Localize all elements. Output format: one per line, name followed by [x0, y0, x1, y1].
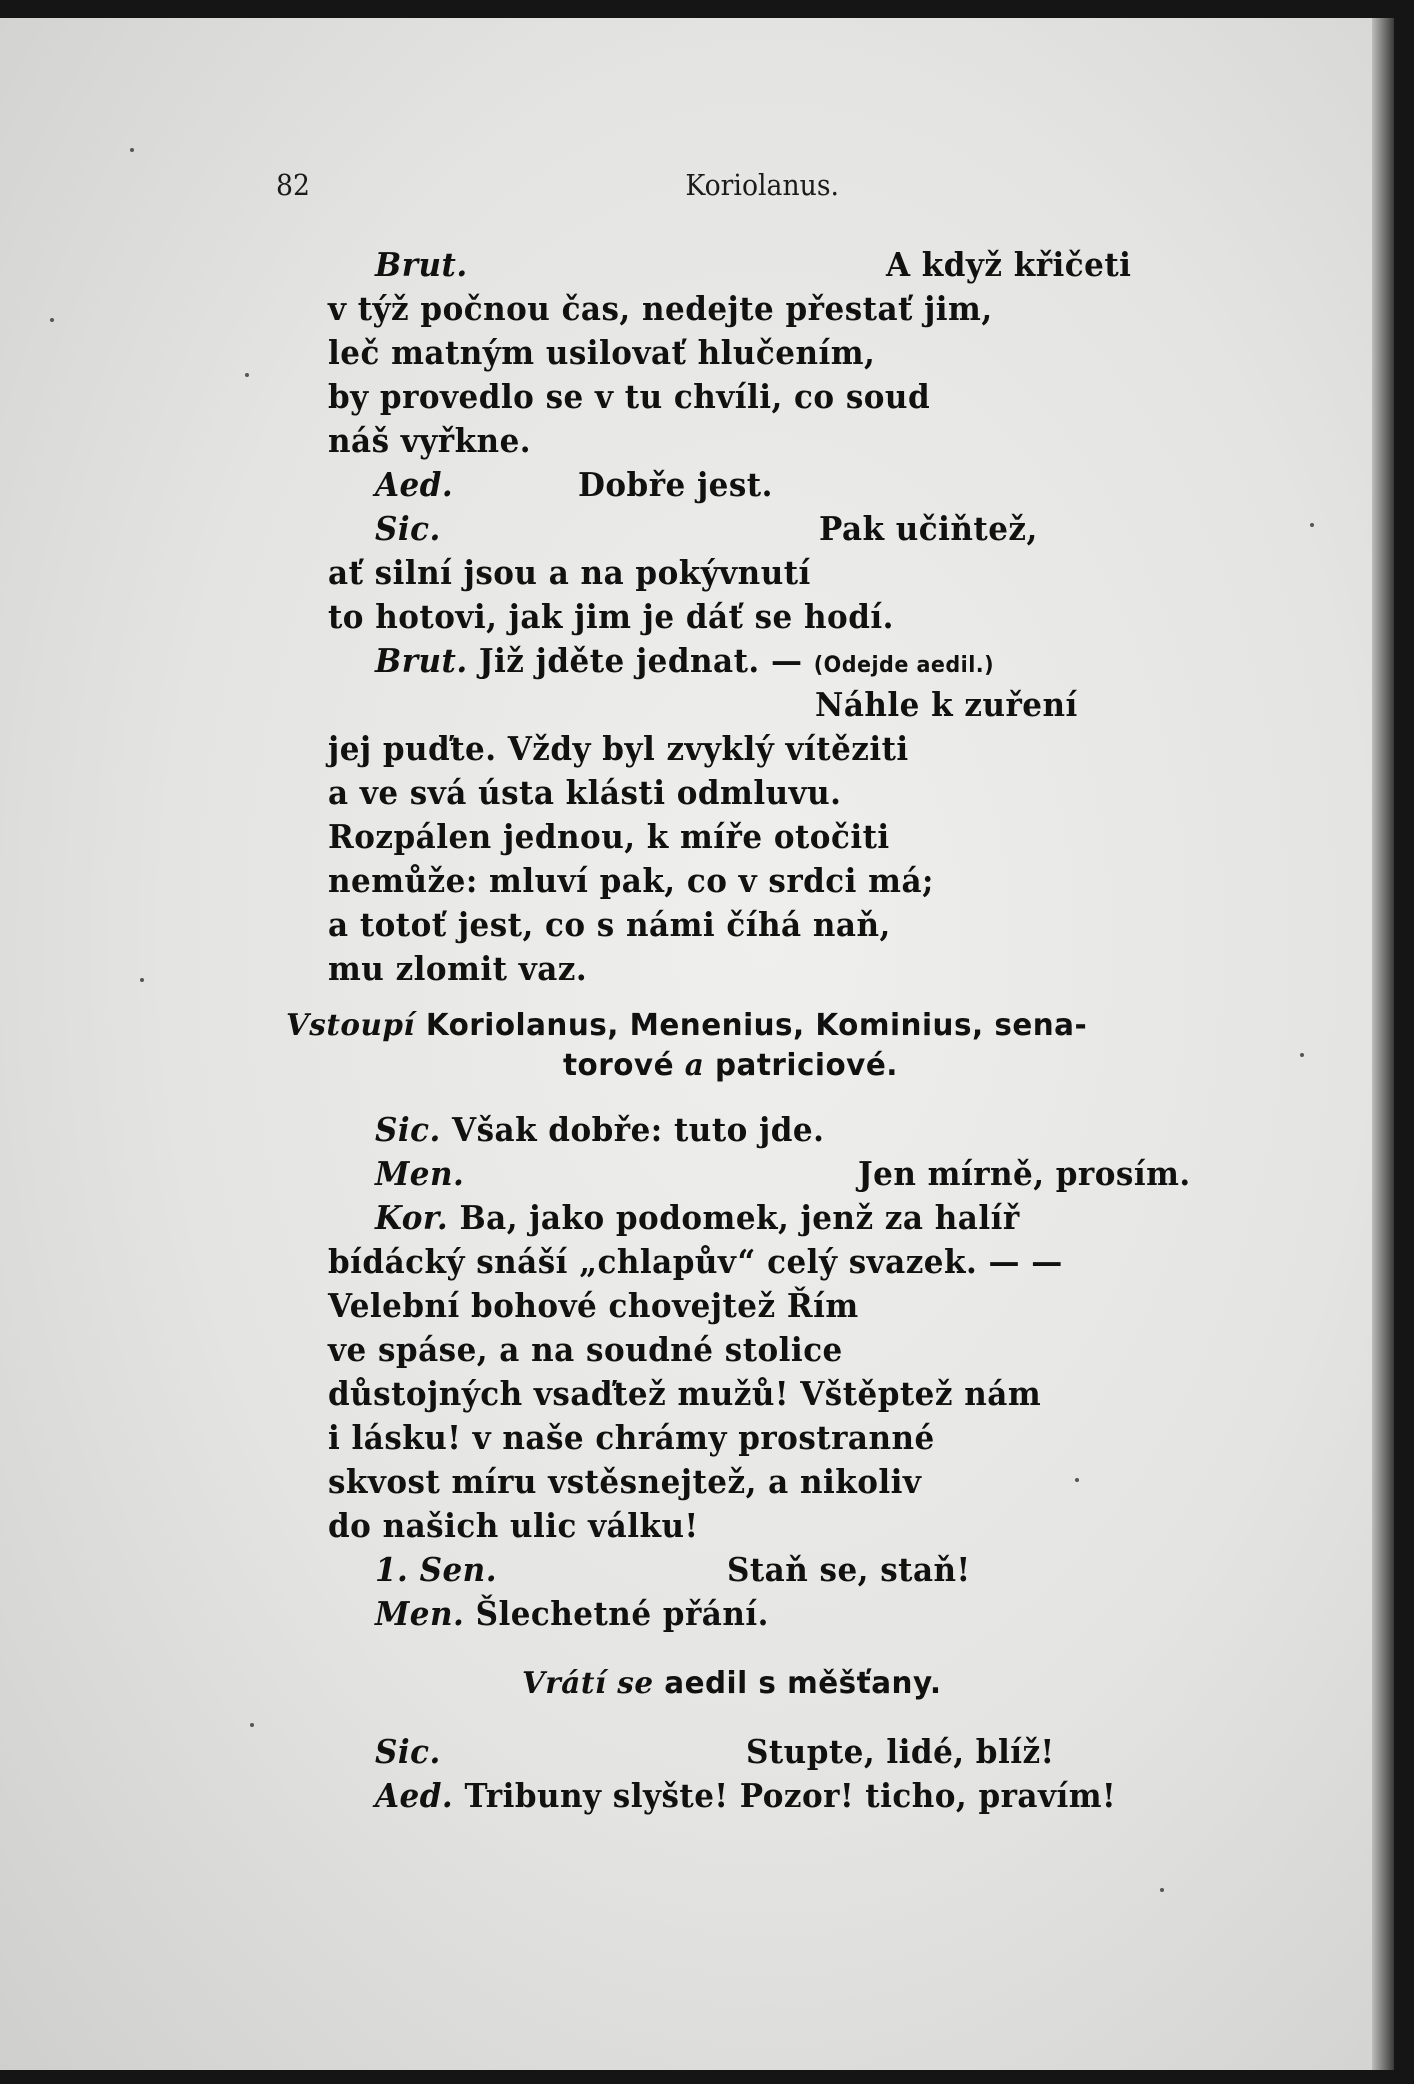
- verse-line: leč matným usilovať hlučením,: [328, 333, 876, 372]
- stage-verb: Vstoupí: [286, 1008, 416, 1043]
- verse-line: skvost míru vstěsnejtež, a nikoliv: [328, 1462, 922, 1501]
- verse-line: [375, 1548, 497, 1592]
- play-text: [0, 18, 1394, 2070]
- verse-line: Dobře jest.: [578, 465, 773, 504]
- verse-line: do našich ulic válku!: [328, 1506, 699, 1545]
- verse-line: v týž počnou čas, nedejte přestať jim,: [328, 289, 993, 328]
- verse-line: a totoť jest, co s námi číhá naň,: [328, 905, 891, 944]
- stage-direction: [563, 1044, 898, 1088]
- verse-line: bídácký snáší „chlapův“ celý svazek. — —: [328, 1242, 1063, 1281]
- verse-line: Rozpálen jednou, k míře otočiti: [328, 817, 890, 856]
- verse-line: Velební bohové chovejtež Řím: [328, 1286, 859, 1325]
- stage-direction: (Odejde aedil.): [813, 653, 995, 678]
- verse-line: náš vyřkne.: [328, 421, 532, 460]
- stage-text: torové: [563, 1048, 675, 1083]
- verse-line: jej puďte. Vždy byl zvyklý vítěziti: [328, 729, 909, 768]
- running-title: Koriolanus.: [685, 168, 840, 202]
- verse-line: ať silní jsou a na pokývnutí: [328, 553, 811, 592]
- page-number: 82: [276, 168, 310, 202]
- verse-line: nemůže: mluví pak, co v srdci má;: [328, 861, 934, 900]
- verse-line: i lásku! v naše chrámy prostranné: [328, 1418, 935, 1457]
- stage-text: Koriolanus, Menenius, Kominius, sena-: [425, 1008, 1088, 1043]
- verse-line: Stupte, lidé, blíž!: [746, 1732, 1055, 1771]
- speaker-name: Kor.: [375, 1198, 449, 1237]
- verse-line: [375, 1730, 441, 1774]
- speaker-name: Sic.: [375, 509, 441, 548]
- verse-line: [375, 1774, 1116, 1818]
- stage-text: patriciové.: [715, 1048, 898, 1083]
- verse-line: [375, 639, 994, 688]
- verse-line: Jen mírně, prosím.: [858, 1154, 1191, 1193]
- line-text: Však dobře: tuto jde.: [452, 1110, 825, 1149]
- speaker-name: Aed.: [375, 465, 454, 504]
- verse-line: [375, 1108, 824, 1152]
- stage-text: a: [684, 1048, 705, 1083]
- verse-line: [375, 1152, 464, 1196]
- stage-text: aedil s měšťany.: [664, 1666, 942, 1701]
- speaker-name: Men.: [375, 1594, 465, 1633]
- speaker-name: Brut.: [375, 245, 468, 284]
- verse-line: [886, 243, 1131, 287]
- verse-line: Náhle k zuření: [815, 685, 1078, 724]
- verse-line: [375, 243, 468, 287]
- line-text: A když křičeti: [886, 245, 1132, 284]
- line-text: Tribuny slyšte! Pozor! ticho, pravím!: [464, 1776, 1117, 1815]
- speaker-name: Aed.: [375, 1776, 454, 1815]
- verse-line: Staň se, staň!: [727, 1550, 971, 1589]
- verse-line: [375, 1592, 769, 1636]
- line-text: Již jděte jednat. —: [478, 641, 803, 680]
- verse-line: ve spáse, a na soudné stolice: [328, 1330, 843, 1369]
- verse-line: důstojných vsaďtež mužů! Vštěptež nám: [328, 1374, 1042, 1413]
- verse-line: [375, 463, 453, 507]
- speaker-name: 1. Sen.: [375, 1550, 497, 1589]
- speaker-name: Brut.: [375, 641, 468, 680]
- speaker-name: Men.: [375, 1154, 465, 1193]
- book-page: [0, 18, 1394, 2070]
- speaker-name: Sic.: [375, 1732, 441, 1771]
- verse-line: Pak učiňtež,: [819, 509, 1038, 548]
- verse-line: by provedlo se v tu chvíli, co soud: [328, 377, 931, 416]
- verse-line: [375, 507, 441, 551]
- verse-line: mu zlomit vaz.: [328, 949, 588, 988]
- speaker-name: Sic.: [375, 1110, 441, 1149]
- line-text: Šlechetné přání.: [475, 1594, 769, 1633]
- stage-direction: [286, 1004, 1087, 1048]
- stage-direction: [522, 1662, 942, 1706]
- verse-line: a ve svá ústa klásti odmluvu.: [328, 773, 842, 812]
- verse-line: [375, 1196, 1020, 1240]
- stage-verb: Vrátí se: [522, 1666, 654, 1701]
- verse-line: to hotovi, jak jim je dáť se hodí.: [328, 597, 894, 636]
- line-text: Ba, jako podomek, jenž za halíř: [459, 1198, 1020, 1237]
